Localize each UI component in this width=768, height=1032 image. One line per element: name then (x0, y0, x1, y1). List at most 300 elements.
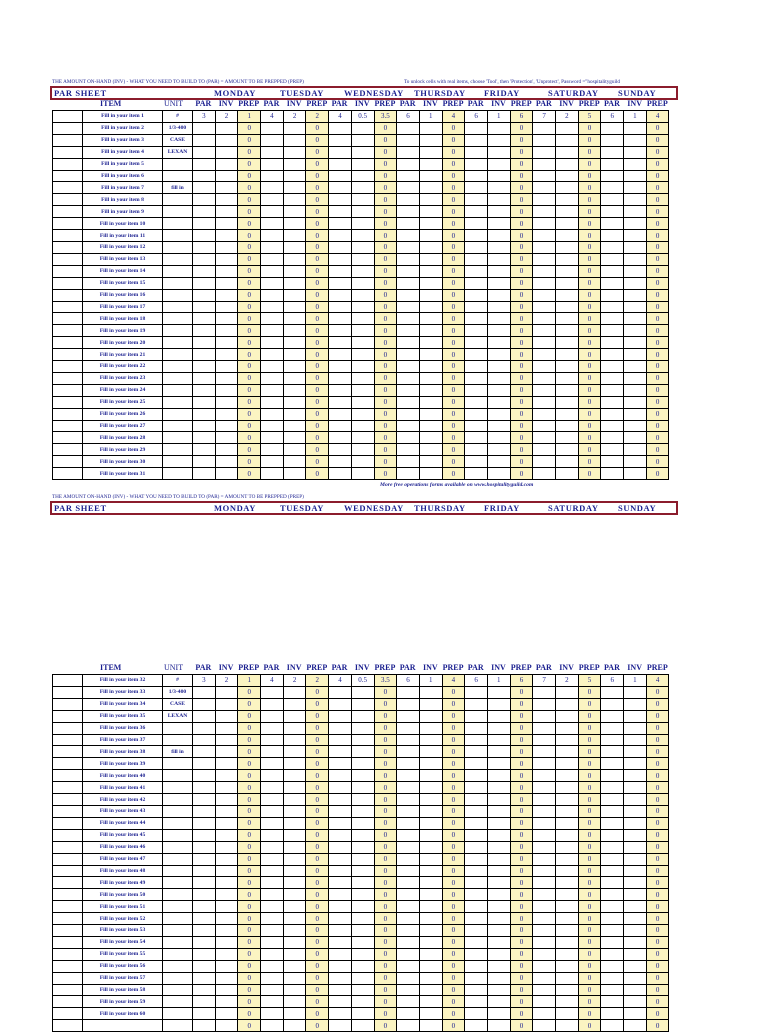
inv-cell[interactable] (215, 877, 238, 889)
inv-cell[interactable] (351, 734, 374, 746)
inv-cell[interactable] (419, 865, 442, 877)
par-cell[interactable] (601, 686, 624, 698)
inv-cell[interactable] (283, 265, 306, 277)
par-cell[interactable] (193, 230, 216, 242)
par-cell[interactable] (397, 805, 420, 817)
par-cell[interactable] (261, 265, 284, 277)
item-name-cell[interactable]: Fill in your item 26 (83, 408, 163, 420)
par-cell[interactable] (533, 420, 556, 432)
inv-cell[interactable] (215, 936, 238, 948)
inv-cell[interactable] (487, 301, 510, 313)
par-cell[interactable] (193, 1020, 216, 1032)
inv-cell[interactable] (419, 1008, 442, 1020)
inv-cell[interactable] (556, 972, 579, 984)
inv-cell[interactable] (419, 289, 442, 301)
par-cell[interactable] (193, 325, 216, 337)
par-cell[interactable] (261, 372, 284, 384)
inv-cell[interactable] (283, 829, 306, 841)
par-cell[interactable] (465, 206, 488, 218)
inv-cell[interactable] (419, 829, 442, 841)
inv-cell[interactable] (283, 361, 306, 373)
par-cell[interactable] (261, 710, 284, 722)
par-cell[interactable] (465, 889, 488, 901)
inv-cell[interactable] (419, 468, 442, 480)
inv-cell[interactable] (419, 182, 442, 194)
inv-cell[interactable] (487, 746, 510, 758)
inv-cell[interactable] (351, 817, 374, 829)
inv-cell[interactable] (215, 361, 238, 373)
inv-cell[interactable] (556, 325, 579, 337)
inv-cell[interactable] (351, 794, 374, 806)
par-cell[interactable] (397, 936, 420, 948)
item-name-cell[interactable]: Fill in your item 17 (83, 301, 163, 313)
inv-cell[interactable] (283, 853, 306, 865)
par-cell[interactable] (465, 265, 488, 277)
unit-cell[interactable] (163, 384, 193, 396)
inv-cell[interactable] (419, 444, 442, 456)
unit-cell[interactable]: 1/3-400 (163, 686, 193, 698)
inv-cell[interactable] (419, 770, 442, 782)
inv-cell[interactable]: 2 (556, 675, 579, 687)
par-cell[interactable] (533, 734, 556, 746)
par-cell[interactable] (329, 722, 352, 734)
unit-cell[interactable] (163, 841, 193, 853)
item-name-cell[interactable]: Fill in your item 20 (83, 337, 163, 349)
inv-cell[interactable] (487, 218, 510, 230)
inv-cell[interactable] (215, 1020, 238, 1032)
par-cell[interactable] (329, 277, 352, 289)
item-name-cell[interactable]: Fill in your item 60 (83, 1008, 163, 1020)
par-cell[interactable] (601, 253, 624, 265)
inv-cell[interactable] (419, 337, 442, 349)
unit-cell[interactable] (163, 996, 193, 1008)
inv-cell[interactable] (556, 841, 579, 853)
inv-cell[interactable] (556, 758, 579, 770)
inv-cell[interactable] (419, 194, 442, 206)
inv-cell[interactable] (419, 146, 442, 158)
par-cell[interactable] (533, 134, 556, 146)
par-cell[interactable] (193, 686, 216, 698)
par-cell[interactable] (465, 468, 488, 480)
par-cell[interactable] (193, 313, 216, 325)
inv-cell[interactable] (487, 420, 510, 432)
inv-cell[interactable] (419, 432, 442, 444)
inv-cell[interactable] (419, 325, 442, 337)
inv-cell[interactable] (215, 913, 238, 925)
par-cell[interactable] (397, 794, 420, 806)
par-cell[interactable]: 3 (193, 675, 216, 687)
inv-cell[interactable] (487, 194, 510, 206)
inv-cell[interactable] (351, 996, 374, 1008)
par-cell[interactable] (261, 722, 284, 734)
inv-cell[interactable] (624, 853, 647, 865)
unit-cell[interactable]: # (163, 111, 193, 123)
par-cell[interactable]: 6 (397, 111, 420, 123)
par-cell[interactable] (533, 158, 556, 170)
par-cell[interactable] (465, 230, 488, 242)
par-cell[interactable] (261, 218, 284, 230)
par-cell[interactable] (397, 770, 420, 782)
inv-cell[interactable] (351, 134, 374, 146)
par-cell[interactable] (193, 829, 216, 841)
par-cell[interactable] (397, 841, 420, 853)
par-cell[interactable] (601, 194, 624, 206)
par-cell[interactable] (533, 722, 556, 734)
inv-cell[interactable] (215, 277, 238, 289)
par-cell[interactable] (261, 948, 284, 960)
par-cell[interactable] (601, 384, 624, 396)
par-cell[interactable] (329, 972, 352, 984)
unit-cell[interactable] (163, 408, 193, 420)
inv-cell[interactable] (419, 372, 442, 384)
par-cell[interactable] (261, 758, 284, 770)
inv-cell[interactable] (556, 853, 579, 865)
inv-cell[interactable] (351, 925, 374, 937)
inv-cell[interactable] (351, 146, 374, 158)
unit-cell[interactable] (163, 734, 193, 746)
inv-cell[interactable] (624, 1008, 647, 1020)
par-cell[interactable] (329, 253, 352, 265)
par-cell[interactable] (329, 805, 352, 817)
inv-cell[interactable] (419, 361, 442, 373)
par-cell[interactable] (261, 146, 284, 158)
item-name-cell[interactable]: Fill in your item 55 (83, 948, 163, 960)
inv-cell[interactable] (419, 218, 442, 230)
par-cell[interactable] (465, 936, 488, 948)
inv-cell[interactable] (624, 337, 647, 349)
par-cell[interactable] (533, 1008, 556, 1020)
inv-cell[interactable] (624, 432, 647, 444)
par-cell[interactable] (397, 361, 420, 373)
par-cell[interactable] (601, 432, 624, 444)
inv-cell[interactable] (351, 158, 374, 170)
inv-cell[interactable] (556, 230, 579, 242)
item-name-cell[interactable]: Fill in your item 35 (83, 710, 163, 722)
inv-cell[interactable] (215, 984, 238, 996)
par-cell[interactable] (193, 361, 216, 373)
inv-cell[interactable] (215, 853, 238, 865)
inv-cell[interactable] (351, 456, 374, 468)
par-cell[interactable] (329, 889, 352, 901)
inv-cell[interactable] (624, 420, 647, 432)
par-cell[interactable] (193, 925, 216, 937)
inv-cell[interactable] (487, 853, 510, 865)
par-cell[interactable] (533, 925, 556, 937)
inv-cell[interactable] (487, 710, 510, 722)
inv-cell[interactable] (624, 396, 647, 408)
par-cell[interactable] (397, 913, 420, 925)
inv-cell[interactable] (351, 194, 374, 206)
item-name-cell[interactable]: Fill in your item 57 (83, 972, 163, 984)
inv-cell[interactable] (624, 384, 647, 396)
inv-cell[interactable] (487, 1008, 510, 1020)
par-cell[interactable] (193, 349, 216, 361)
inv-cell[interactable] (215, 384, 238, 396)
inv-cell[interactable] (487, 134, 510, 146)
par-cell[interactable] (601, 817, 624, 829)
par-cell[interactable] (329, 925, 352, 937)
unit-cell[interactable]: 1/3-400 (163, 122, 193, 134)
par-cell[interactable] (193, 901, 216, 913)
par-cell[interactable] (397, 925, 420, 937)
inv-cell[interactable] (624, 805, 647, 817)
par-cell[interactable] (261, 794, 284, 806)
par-cell[interactable] (193, 182, 216, 194)
par-cell[interactable]: 4 (329, 111, 352, 123)
item-name-cell[interactable]: Fill in your item 23 (83, 372, 163, 384)
par-cell[interactable] (193, 817, 216, 829)
inv-cell[interactable] (215, 325, 238, 337)
inv-cell[interactable] (351, 277, 374, 289)
par-cell[interactable] (329, 865, 352, 877)
par-cell[interactable] (193, 408, 216, 420)
par-cell[interactable] (397, 746, 420, 758)
par-cell[interactable] (601, 361, 624, 373)
unit-cell[interactable] (163, 289, 193, 301)
par-cell[interactable] (601, 1020, 624, 1032)
par-cell[interactable] (533, 758, 556, 770)
unit-cell[interactable] (163, 396, 193, 408)
par-cell[interactable] (193, 134, 216, 146)
unit-cell[interactable] (163, 829, 193, 841)
inv-cell[interactable] (419, 134, 442, 146)
par-cell[interactable] (261, 432, 284, 444)
par-cell[interactable] (465, 325, 488, 337)
par-cell[interactable] (601, 960, 624, 972)
par-cell[interactable] (329, 325, 352, 337)
inv-cell[interactable]: 1 (624, 111, 647, 123)
inv-cell[interactable] (215, 241, 238, 253)
par-cell[interactable] (465, 313, 488, 325)
par-cell[interactable] (465, 420, 488, 432)
inv-cell[interactable] (351, 289, 374, 301)
par-cell[interactable] (465, 289, 488, 301)
inv-cell[interactable] (283, 901, 306, 913)
inv-cell[interactable] (419, 230, 442, 242)
inv-cell[interactable] (487, 372, 510, 384)
item-name-cell[interactable]: Fill in your item 22 (83, 361, 163, 373)
inv-cell[interactable] (351, 206, 374, 218)
par-cell[interactable] (397, 710, 420, 722)
unit-cell[interactable] (163, 372, 193, 384)
par-cell[interactable] (261, 408, 284, 420)
unit-cell[interactable]: fill in (163, 746, 193, 758)
par-cell[interactable] (601, 277, 624, 289)
inv-cell[interactable] (556, 396, 579, 408)
unit-cell[interactable] (163, 770, 193, 782)
par-cell[interactable] (329, 206, 352, 218)
par-cell[interactable] (601, 337, 624, 349)
inv-cell[interactable] (487, 396, 510, 408)
par-cell[interactable] (193, 277, 216, 289)
inv-cell[interactable] (624, 996, 647, 1008)
par-cell[interactable] (601, 722, 624, 734)
item-name-cell[interactable]: Fill in your item 31 (83, 468, 163, 480)
par-cell[interactable] (465, 1008, 488, 1020)
inv-cell[interactable] (283, 408, 306, 420)
item-name-cell[interactable]: Fill in your item 49 (83, 877, 163, 889)
inv-cell[interactable] (624, 456, 647, 468)
par-cell[interactable] (465, 432, 488, 444)
inv-cell[interactable] (283, 877, 306, 889)
par-cell[interactable] (601, 444, 624, 456)
par-cell[interactable] (397, 817, 420, 829)
inv-cell[interactable] (351, 122, 374, 134)
par-cell[interactable] (533, 782, 556, 794)
inv-cell[interactable] (283, 349, 306, 361)
par-cell[interactable] (465, 960, 488, 972)
par-cell[interactable] (329, 913, 352, 925)
par-cell[interactable] (465, 746, 488, 758)
inv-cell[interactable] (351, 1020, 374, 1032)
par-cell[interactable] (261, 746, 284, 758)
par-cell[interactable] (601, 782, 624, 794)
inv-cell[interactable] (419, 384, 442, 396)
inv-cell[interactable] (215, 901, 238, 913)
inv-cell[interactable] (556, 865, 579, 877)
inv-cell[interactable] (419, 913, 442, 925)
inv-cell[interactable] (487, 289, 510, 301)
unit-cell[interactable] (163, 794, 193, 806)
inv-cell[interactable] (487, 817, 510, 829)
inv-cell[interactable] (419, 972, 442, 984)
inv-cell[interactable]: 2 (283, 111, 306, 123)
inv-cell[interactable] (556, 277, 579, 289)
par-cell[interactable] (465, 158, 488, 170)
par-cell[interactable] (601, 396, 624, 408)
par-cell[interactable] (329, 444, 352, 456)
inv-cell[interactable] (556, 206, 579, 218)
inv-cell[interactable] (419, 158, 442, 170)
par-cell[interactable]: 7 (533, 111, 556, 123)
inv-cell[interactable] (215, 468, 238, 480)
par-cell[interactable] (193, 805, 216, 817)
unit-cell[interactable] (163, 925, 193, 937)
par-cell[interactable] (397, 432, 420, 444)
inv-cell[interactable] (624, 901, 647, 913)
item-name-cell[interactable]: Fill in your item 59 (83, 996, 163, 1008)
item-name-cell[interactable]: Fill in your item 50 (83, 889, 163, 901)
unit-cell[interactable] (163, 265, 193, 277)
par-cell[interactable] (193, 758, 216, 770)
inv-cell[interactable] (419, 782, 442, 794)
par-cell[interactable] (329, 853, 352, 865)
par-cell[interactable] (533, 194, 556, 206)
par-cell[interactable] (533, 817, 556, 829)
par-cell[interactable] (465, 408, 488, 420)
unit-cell[interactable] (163, 206, 193, 218)
par-cell[interactable] (533, 889, 556, 901)
inv-cell[interactable] (419, 936, 442, 948)
par-cell[interactable] (601, 468, 624, 480)
par-cell[interactable] (261, 865, 284, 877)
inv-cell[interactable] (351, 241, 374, 253)
inv-cell[interactable] (419, 420, 442, 432)
par-cell[interactable] (193, 206, 216, 218)
par-cell[interactable] (397, 158, 420, 170)
inv-cell[interactable] (556, 817, 579, 829)
inv-cell[interactable] (215, 698, 238, 710)
inv-cell[interactable] (487, 841, 510, 853)
inv-cell[interactable] (419, 925, 442, 937)
par-cell[interactable] (193, 960, 216, 972)
inv-cell[interactable] (351, 984, 374, 996)
inv-cell[interactable] (419, 265, 442, 277)
inv-cell[interactable] (215, 301, 238, 313)
inv-cell[interactable]: 2 (283, 675, 306, 687)
par-cell[interactable] (329, 698, 352, 710)
par-cell[interactable] (329, 194, 352, 206)
inv-cell[interactable] (624, 277, 647, 289)
par-cell[interactable] (193, 889, 216, 901)
item-name-cell[interactable]: Fill in your item 19 (83, 325, 163, 337)
inv-cell[interactable] (556, 889, 579, 901)
inv-cell[interactable] (487, 925, 510, 937)
unit-cell[interactable] (163, 913, 193, 925)
par-cell[interactable] (329, 782, 352, 794)
inv-cell[interactable] (351, 313, 374, 325)
par-cell[interactable] (533, 770, 556, 782)
inv-cell[interactable] (283, 289, 306, 301)
par-cell[interactable] (397, 877, 420, 889)
inv-cell[interactable] (215, 182, 238, 194)
par-cell[interactable]: 7 (533, 675, 556, 687)
unit-cell[interactable] (163, 865, 193, 877)
inv-cell[interactable] (556, 194, 579, 206)
inv-cell[interactable] (283, 146, 306, 158)
par-cell[interactable] (193, 913, 216, 925)
unit-cell[interactable] (163, 432, 193, 444)
par-cell[interactable] (329, 686, 352, 698)
inv-cell[interactable] (624, 313, 647, 325)
inv-cell[interactable]: 1 (487, 675, 510, 687)
par-cell[interactable] (601, 134, 624, 146)
inv-cell[interactable] (624, 829, 647, 841)
par-cell[interactable] (261, 936, 284, 948)
inv-cell[interactable] (487, 984, 510, 996)
par-cell[interactable] (329, 758, 352, 770)
unit-cell[interactable] (163, 277, 193, 289)
inv-cell[interactable] (556, 349, 579, 361)
par-cell[interactable] (465, 194, 488, 206)
inv-cell[interactable] (283, 468, 306, 480)
par-cell[interactable] (601, 913, 624, 925)
par-cell[interactable] (397, 960, 420, 972)
par-cell[interactable] (261, 361, 284, 373)
par-cell[interactable] (261, 996, 284, 1008)
inv-cell[interactable] (419, 241, 442, 253)
inv-cell[interactable] (556, 936, 579, 948)
par-cell[interactable] (397, 265, 420, 277)
par-cell[interactable] (261, 889, 284, 901)
inv-cell[interactable] (556, 877, 579, 889)
item-name-cell[interactable]: Fill in your item 1 (83, 111, 163, 123)
inv-cell[interactable] (283, 710, 306, 722)
par-cell[interactable] (261, 960, 284, 972)
par-cell[interactable] (465, 182, 488, 194)
par-cell[interactable] (601, 122, 624, 134)
inv-cell[interactable] (556, 805, 579, 817)
unit-cell[interactable] (163, 877, 193, 889)
par-cell[interactable] (329, 960, 352, 972)
par-cell[interactable] (261, 194, 284, 206)
inv-cell[interactable] (487, 865, 510, 877)
par-cell[interactable] (601, 734, 624, 746)
par-cell[interactable] (193, 158, 216, 170)
par-cell[interactable]: 6 (601, 111, 624, 123)
par-cell[interactable] (329, 361, 352, 373)
inv-cell[interactable] (556, 146, 579, 158)
